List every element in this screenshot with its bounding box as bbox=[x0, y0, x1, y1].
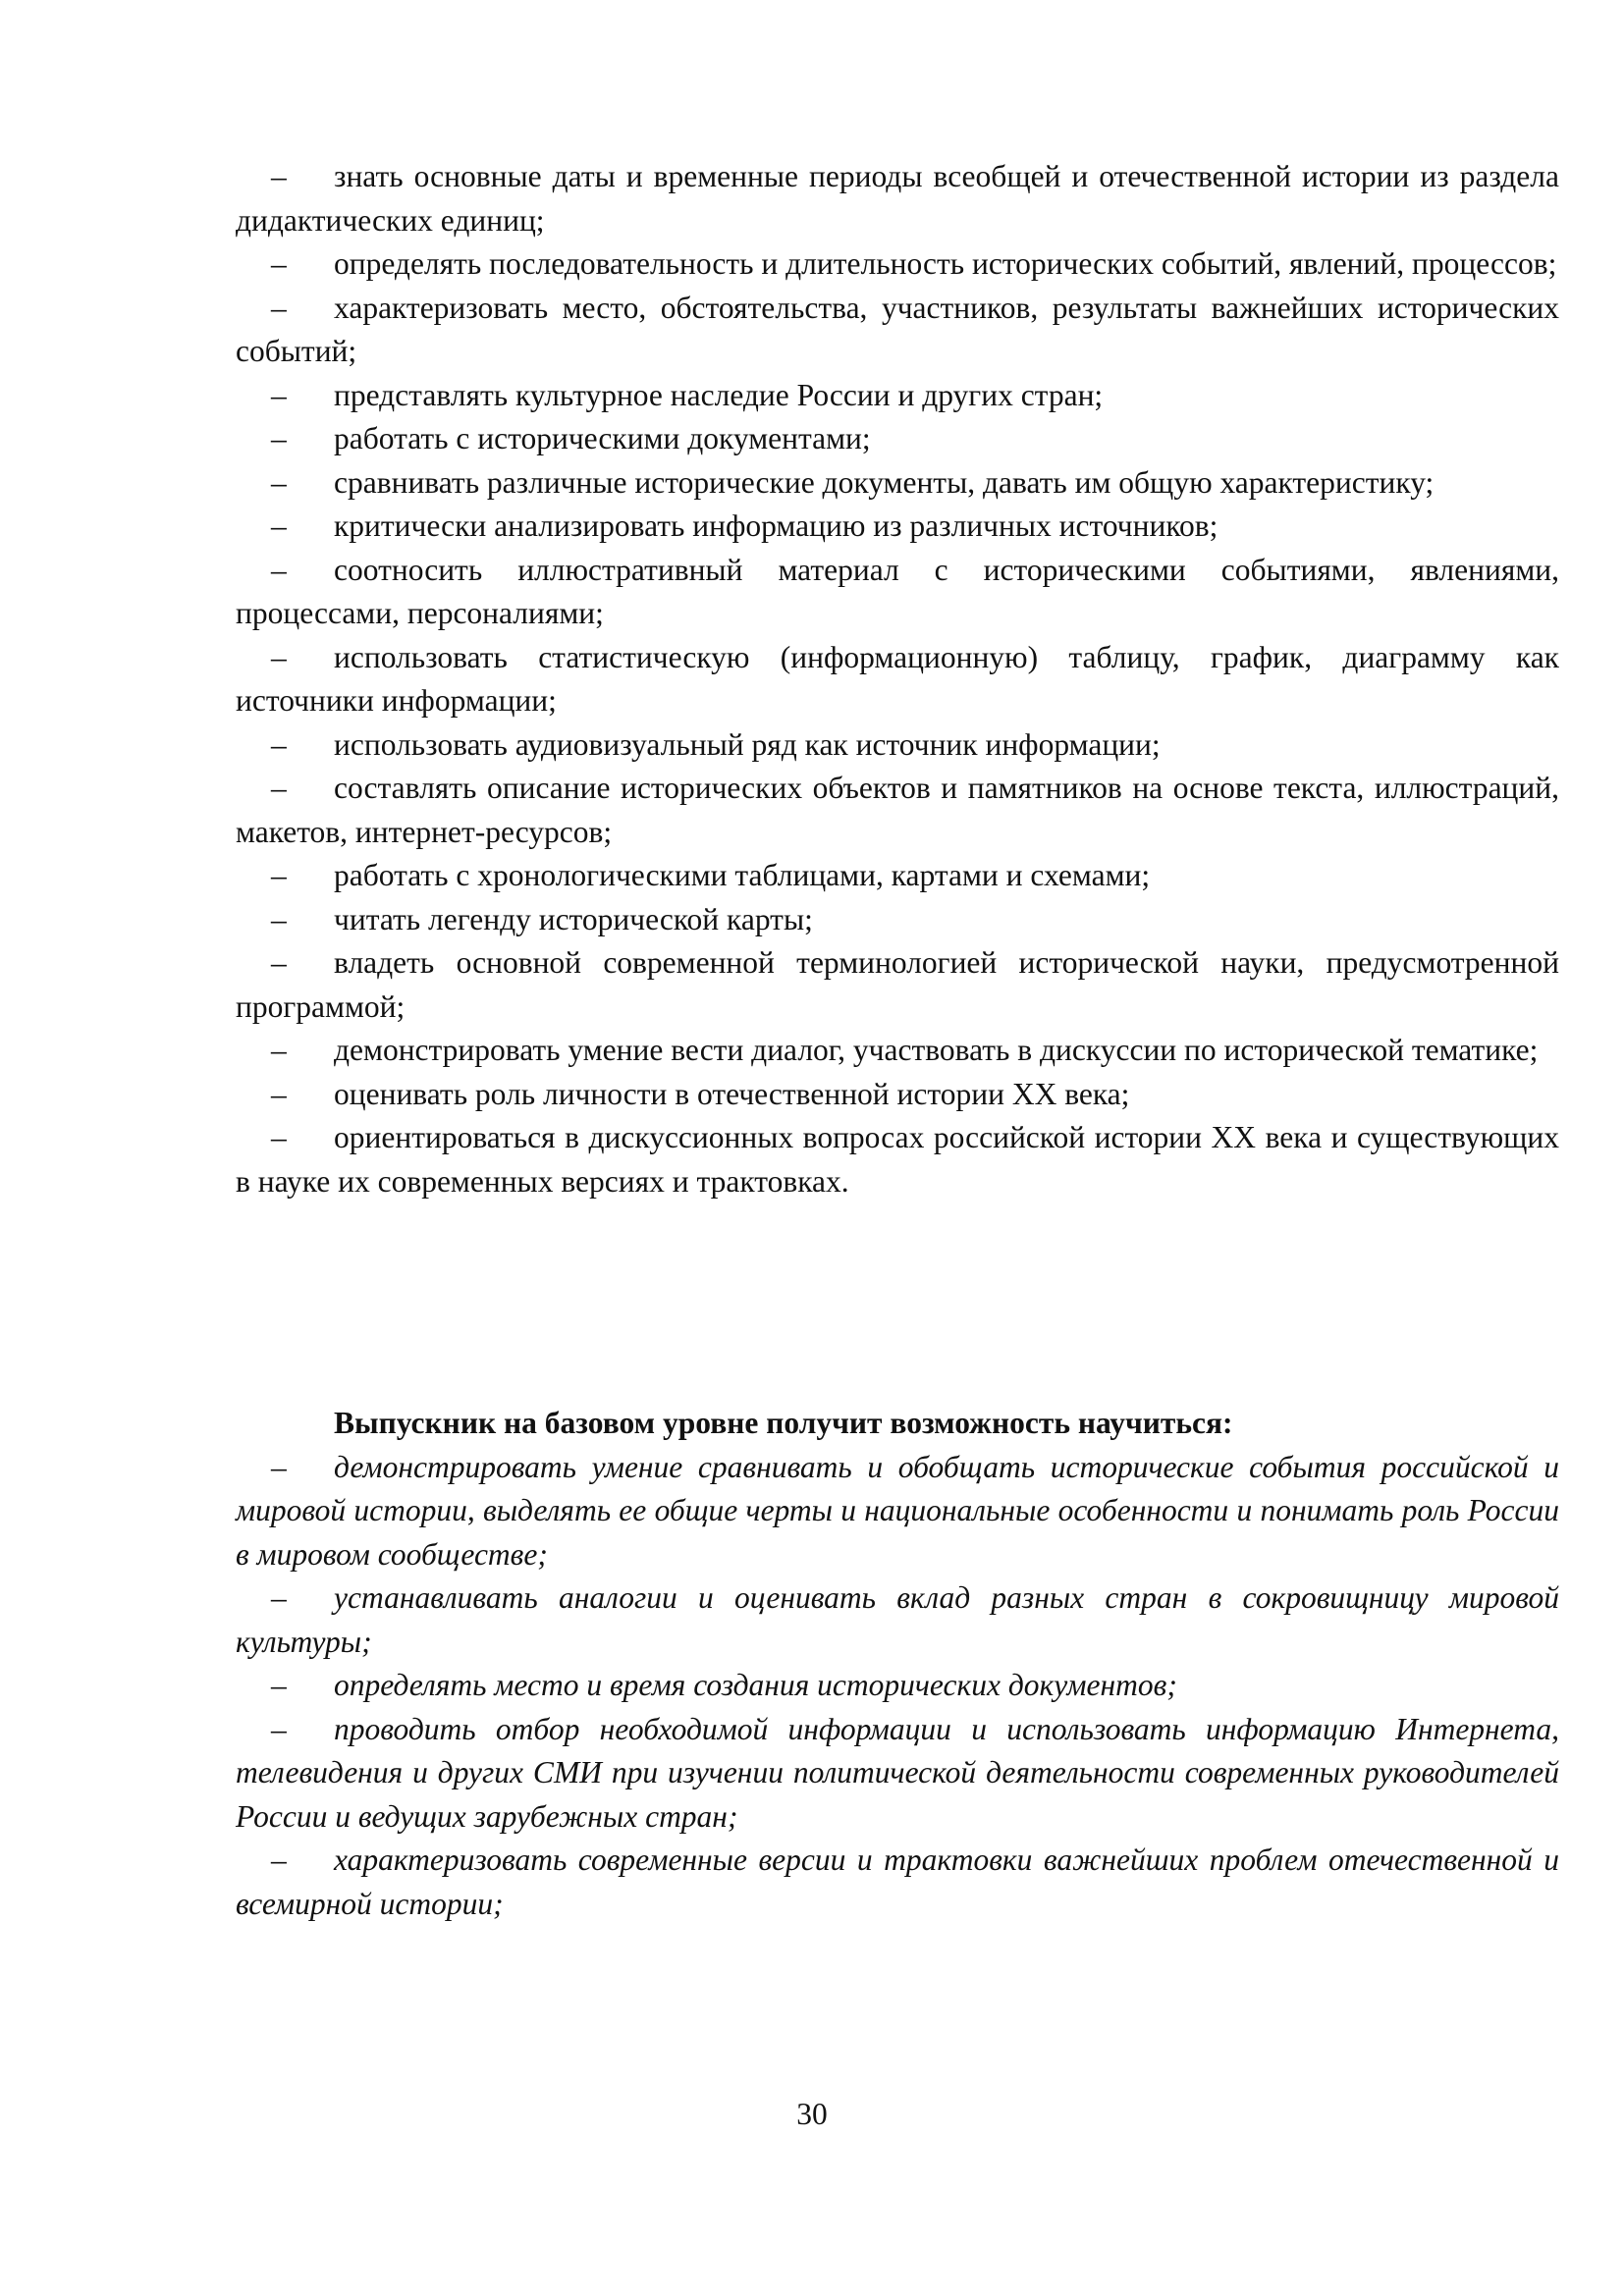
list-item-text: работать с хронологическими таблицами, картами и схемами; bbox=[334, 858, 1151, 892]
list-item-text: ориентироваться в дискуссионных вопросах российской истории XX века и существующих в науке их современных версиях и трактовках. bbox=[236, 1120, 1559, 1199]
dash-bullet: – bbox=[271, 508, 287, 543]
list-item bbox=[236, 287, 1559, 374]
dash-bullet: – bbox=[271, 945, 287, 980]
list-item-text: использовать статистическую (информационную) таблицу, график, диаграмму как источники информации; bbox=[236, 639, 1559, 718]
list-item-text: сравнивать различные исторические документы, давать им общую характеристику; bbox=[334, 464, 1435, 500]
dash-bullet: – bbox=[271, 464, 287, 500]
dash-bullet: – bbox=[271, 771, 287, 805]
list-item-text: проводить отбор необходимой информации и использовать информацию Интернета, телевидения и других СМИ при изучении политической деятельности современных руководителей России и ведущих зарубежных стран; bbox=[236, 1711, 1559, 1834]
list-item bbox=[236, 1116, 1559, 1203]
list-item bbox=[236, 242, 1559, 287]
section-heading: Выпускник на базовом уровне получит возможность научиться: bbox=[334, 1406, 1233, 1440]
list-item-text: представлять культурное наследие России и других стран; bbox=[334, 377, 1104, 412]
dash-bullet: – bbox=[271, 1120, 287, 1154]
list-item bbox=[236, 374, 1559, 418]
dash-bullet: – bbox=[271, 726, 287, 762]
list-item bbox=[236, 723, 1559, 768]
dash-bullet: – bbox=[271, 246, 287, 281]
dash-bullet: – bbox=[271, 552, 287, 587]
list-item-text: составлять описание исторических объектов и памятников на основе текста, иллюстраций, макетов, интернет-ресурсов; bbox=[236, 771, 1559, 849]
list-item-text: владеть основной современной терминологией исторической науки, предусмотренной программой; bbox=[236, 945, 1559, 1024]
list-item bbox=[236, 1446, 1559, 1577]
list-item-text: определять последовательность и длительность исторических событий, явлений, процессов; bbox=[334, 246, 1557, 281]
list-item-text: критически анализировать информацию из различных источников; bbox=[334, 508, 1218, 543]
list-item-text: устанавливать аналогии и оценивать вклад разных стран в сокровищницу мировой культуры; bbox=[236, 1580, 1559, 1659]
dash-bullet: – bbox=[271, 290, 287, 325]
list-item-text: характеризовать место, обстоятельства, участников, результаты важнейших исторических событий; bbox=[236, 290, 1559, 368]
opportunity-list bbox=[236, 1446, 1559, 1927]
list-item bbox=[236, 767, 1559, 854]
dash-bullet: – bbox=[271, 1033, 287, 1067]
skills-list bbox=[236, 155, 1559, 1203]
list-item-text: характеризовать современные версии и трактовки важнейших проблем отечественной и всемирной истории; bbox=[236, 1842, 1559, 1921]
list-item-text: определять место и время создания исторических документов; bbox=[334, 1668, 1177, 1702]
dash-bullet: – bbox=[271, 1076, 287, 1111]
dash-bullet: – bbox=[271, 901, 287, 936]
document-page bbox=[236, 155, 1559, 1926]
dash-bullet: – bbox=[271, 159, 287, 193]
list-item-text: использовать аудиовизуальный ряд как источник информации; bbox=[334, 726, 1161, 762]
list-item bbox=[236, 549, 1559, 636]
list-item-text: демонстрировать умение сравнивать и обобщать исторические события российской и мировой истории, выделять ее общие черты и национальные особенности и понимать роль России в мировом сообществе; bbox=[236, 1449, 1559, 1572]
list-item bbox=[236, 1073, 1559, 1117]
list-item bbox=[236, 417, 1559, 461]
list-item bbox=[236, 1708, 1559, 1840]
dash-bullet: – bbox=[271, 1842, 287, 1877]
list-item bbox=[236, 854, 1559, 898]
dash-bullet: – bbox=[271, 421, 287, 455]
dash-bullet: – bbox=[271, 377, 287, 412]
list-item-text: соотносить иллюстративный материал с историческими событиями, явлениями, процессами, персоналиями; bbox=[236, 552, 1559, 630]
page-number: 30 bbox=[796, 2097, 828, 2131]
list-item bbox=[236, 1576, 1559, 1664]
dash-bullet: – bbox=[271, 1668, 287, 1702]
list-item bbox=[236, 155, 1559, 242]
dash-bullet: – bbox=[271, 858, 287, 892]
list-item bbox=[236, 1029, 1559, 1073]
dash-bullet: – bbox=[271, 1711, 287, 1746]
list-item-text: знать основные даты и временные периоды всеобщей и отечественной истории из раздела дидактических единиц; bbox=[236, 159, 1559, 238]
list-item bbox=[236, 1839, 1559, 1926]
list-item-text: читать легенду исторической карты; bbox=[334, 901, 813, 936]
list-item-text: демонстрировать умение вести диалог, участвовать в дискуссии по исторической тематике; bbox=[334, 1033, 1539, 1067]
list-item-text: работать с историческими документами; bbox=[334, 421, 871, 455]
list-item bbox=[236, 461, 1559, 506]
dash-bullet: – bbox=[271, 1449, 287, 1484]
list-item bbox=[236, 941, 1559, 1029]
list-item-text: оценивать роль личности в отечественной истории XX века; bbox=[334, 1076, 1130, 1111]
dash-bullet: – bbox=[271, 1580, 287, 1615]
list-item bbox=[236, 636, 1559, 723]
list-item bbox=[236, 505, 1559, 549]
section-gap bbox=[236, 1203, 1559, 1402]
list-item bbox=[236, 898, 1559, 942]
list-item bbox=[236, 1664, 1559, 1708]
dash-bullet: – bbox=[271, 639, 287, 674]
